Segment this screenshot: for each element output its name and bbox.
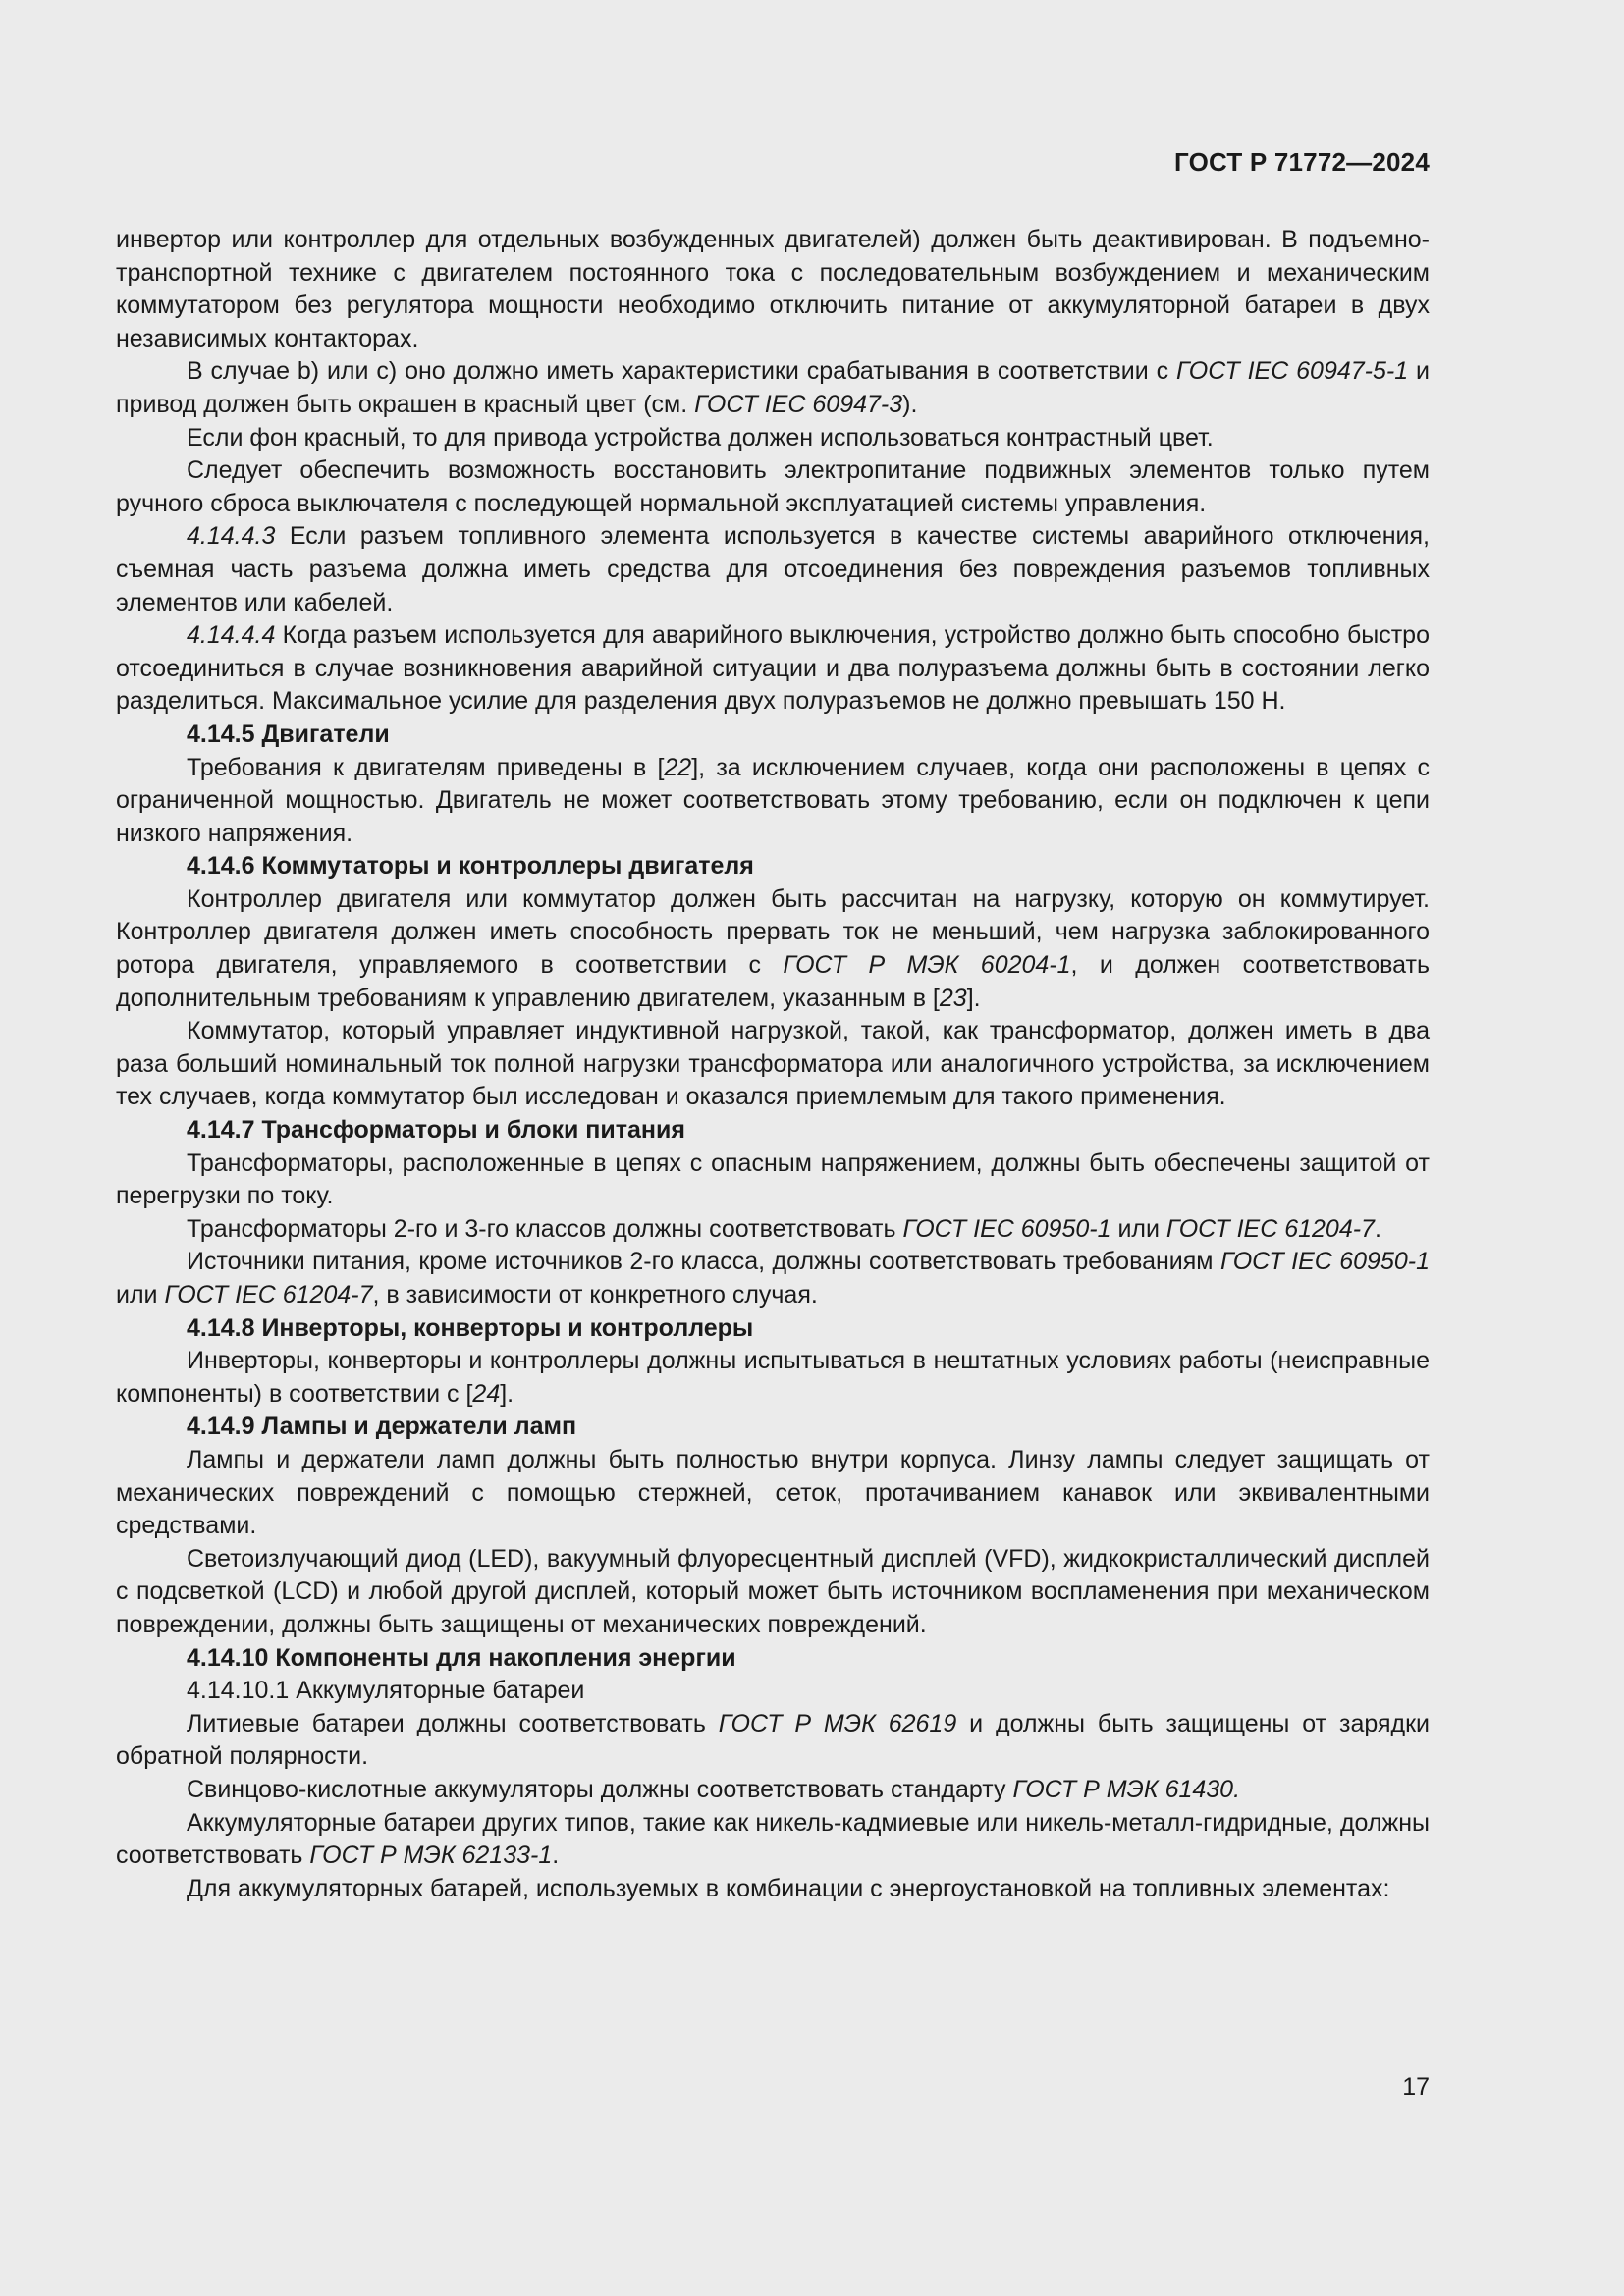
text: ]. xyxy=(966,984,981,1012)
document-body xyxy=(116,224,1430,1905)
paragraph xyxy=(116,1444,1430,1543)
clause-number: 4.14.4.3 xyxy=(187,522,276,551)
clause-paragraph xyxy=(116,520,1430,619)
standard-reference: ГОСТ IEC 60947-5-1 xyxy=(1176,357,1409,386)
text: Лампы и держатели ламп должны быть полностью внутри корпуса. Линзу лампы следует защищать от механических повреждений с помощью стержней, сеток, протачиванием канавок или эквивалентными средствами. xyxy=(116,1445,1430,1540)
text: Требования к двигателям приведены в [ xyxy=(187,753,665,781)
text: или xyxy=(116,1281,165,1308)
text: Когда разъем используется для аварийного выключения, устройство должно быть способно быстро отсоединиться в случае возникновения аварийной ситуации и два полуразъема должны быть в состоянии легко разделиться. Максимальное усилие для разделения двух полуразъемов не должно превышать 150 Н. xyxy=(116,621,1430,716)
section-heading: 4.14.7 Трансформаторы и блоки питания xyxy=(187,1116,685,1145)
paragraph xyxy=(116,1345,1430,1411)
paragraph xyxy=(116,1807,1430,1873)
text: Аккумуляторные батареи других типов, такие как никель-кадмиевые или никель-металл-гидридные, должны соответствовать xyxy=(116,1808,1430,1870)
paragraph xyxy=(116,422,1430,455)
text: ], за исключением случаев, когда они расположены в цепях с ограниченной мощностью. Двигатель не может соответствовать этому требованию, если он подключен к цепи низкого напряжения. xyxy=(116,753,1430,847)
text: Если фон красный, то для привода устройства должен использоваться контрастный цвет. xyxy=(187,423,1214,452)
paragraph xyxy=(116,224,1430,355)
text: ). xyxy=(902,390,918,418)
text: , в зависимости от конкретного случая. xyxy=(372,1281,818,1308)
standard-reference: ГОСТ IEC 61204-7 xyxy=(1165,1214,1375,1243)
text: и должны быть защищены от зарядки обратной полярности. xyxy=(116,1709,1430,1771)
text: . xyxy=(1374,1214,1381,1243)
section-heading: 4.14.5 Двигатели xyxy=(187,720,390,748)
standard-reference: ГОСТ IEC 60950-1 xyxy=(902,1214,1111,1243)
text: Источники питания, кроме источников 2-го класса, должны соответствовать требованиям xyxy=(187,1248,1220,1276)
text: и привод должен быть окрашен в красный цвет (см. xyxy=(116,357,1430,418)
text: Контроллер двигателя или коммутатор должен быть рассчитан на нагрузку, которую он коммутирует. Контроллер двигателя должен иметь способность прервать ток не меньший, чем нагрузка заблокированного ротора двигателя, управляемого в соответствии с xyxy=(116,884,1430,980)
paragraph xyxy=(116,1015,1430,1114)
text: , и должен соответствовать дополнительным требованиям к управлению двигателем, указанным в [ xyxy=(116,951,1430,1012)
section-heading: 4.14.9 Лампы и держатели ламп xyxy=(187,1413,577,1441)
text: ]. xyxy=(500,1379,514,1408)
text: В случае b) или с) оно должно иметь характеристики срабатывания в соответствии с xyxy=(187,357,1176,386)
standard-reference: ГОСТ IEC 61204-7 xyxy=(164,1281,373,1308)
text: 4.14.10.1 Аккумуляторные батареи xyxy=(187,1677,585,1705)
standard-reference: ГОСТ IEC 60950-1 xyxy=(1219,1248,1430,1276)
text: Литиевые батареи должны соответствовать xyxy=(187,1709,719,1737)
paragraph xyxy=(116,752,1430,851)
paragraph xyxy=(116,1708,1430,1774)
text: Трансформаторы, расположенные в цепях с опасным напряжением, должны быть обеспечены защитой от перегрузки по току. xyxy=(116,1148,1430,1210)
paragraph xyxy=(116,355,1430,421)
text: инвертор или контроллер для отдельных возбужденных двигателей) должен быть деактивирован. В подъемно-транспортной технике с двигателем постоянного тока с последовательным возбуждением и механическим коммутатором без регулятора мощности необходимо отключить питание от аккумуляторной батареи в двух независимых контакторах. xyxy=(116,226,1430,352)
paragraph xyxy=(116,1873,1430,1906)
paragraph xyxy=(116,883,1430,1015)
text: или xyxy=(1110,1214,1166,1243)
text: Инверторы, конверторы и контроллеры должны испытываться в нештатных условиях работы (неисправные компоненты) в соответствии с [ xyxy=(116,1347,1430,1408)
standard-reference: ГОСТ Р МЭК 62619 xyxy=(718,1709,957,1737)
text: . xyxy=(552,1842,560,1870)
text: Коммутатор, который управляет индуктивной нагрузкой, такой, как трансформатор, должен иметь в два раза больший номинальный ток полной нагрузки трансформатора или аналогичного устройства, за исключением тех случаев, когда коммутатор был исследован и оказался приемлемым для такого применения. xyxy=(116,1017,1430,1111)
standard-reference: ГОСТ IEC 60947-3 xyxy=(694,390,903,418)
paragraph xyxy=(116,1148,1430,1213)
page-number: 17 xyxy=(1402,2073,1430,2101)
bibliography-reference: 23 xyxy=(939,984,967,1012)
clause-number: 4.14.4.4 xyxy=(187,621,276,650)
bibliography-reference: 22 xyxy=(664,753,692,781)
document-code-header: ГОСТ Р 71772—2024 xyxy=(1174,147,1430,177)
text: Свинцово-кислотные аккумуляторы должны соответствовать стандарту xyxy=(187,1775,1013,1803)
text: Следует обеспечить возможность восстановить электропитание подвижных элементов только путем ручного сброса выключателя с последующей нормальной эксплуатацией системы управления. xyxy=(116,456,1430,517)
section-heading: 4.14.6 Коммутаторы и контроллеры двигателя xyxy=(187,852,754,881)
text: Для аккумуляторных батарей, используемых в комбинации с энергоустановкой на топливных элементах: xyxy=(187,1874,1390,1902)
text: Светоизлучающий диод (LED), вакуумный флуоресцентный дисплей (VFD), жидкокристаллический дисплей с подсветкой (LCD) и любой другой дисплей, который может быть источником воспламенения при механическом повреждении, должны быть защищены от механических повреждений. xyxy=(116,1544,1430,1638)
paragraph xyxy=(116,454,1430,520)
paragraph xyxy=(116,1213,1430,1247)
text: Трансформаторы 2-го и 3-го классов должны соответствовать xyxy=(187,1214,903,1243)
paragraph xyxy=(116,1246,1430,1311)
bibliography-reference: 24 xyxy=(472,1379,501,1408)
text: Если разъем топливного элемента используется в качестве системы аварийного отключения, съемная часть разъема должна иметь средства для отсоединения без повреждения разъемов топливных элементов или кабелей. xyxy=(116,522,1430,616)
standard-reference: ГОСТ Р МЭК 61430. xyxy=(1012,1775,1241,1803)
section-heading: 4.14.10 Компоненты для накопления энергии xyxy=(187,1643,736,1672)
paragraph xyxy=(116,1543,1430,1642)
paragraph xyxy=(116,1774,1430,1807)
standard-reference: ГОСТ Р МЭК 60204-1 xyxy=(783,951,1071,980)
standard-reference: ГОСТ Р МЭК 62133-1 xyxy=(309,1842,553,1870)
section-heading: 4.14.8 Инверторы, конверторы и контроллеры xyxy=(187,1313,754,1342)
clause-paragraph xyxy=(116,619,1430,719)
subsection-title xyxy=(116,1675,1430,1708)
